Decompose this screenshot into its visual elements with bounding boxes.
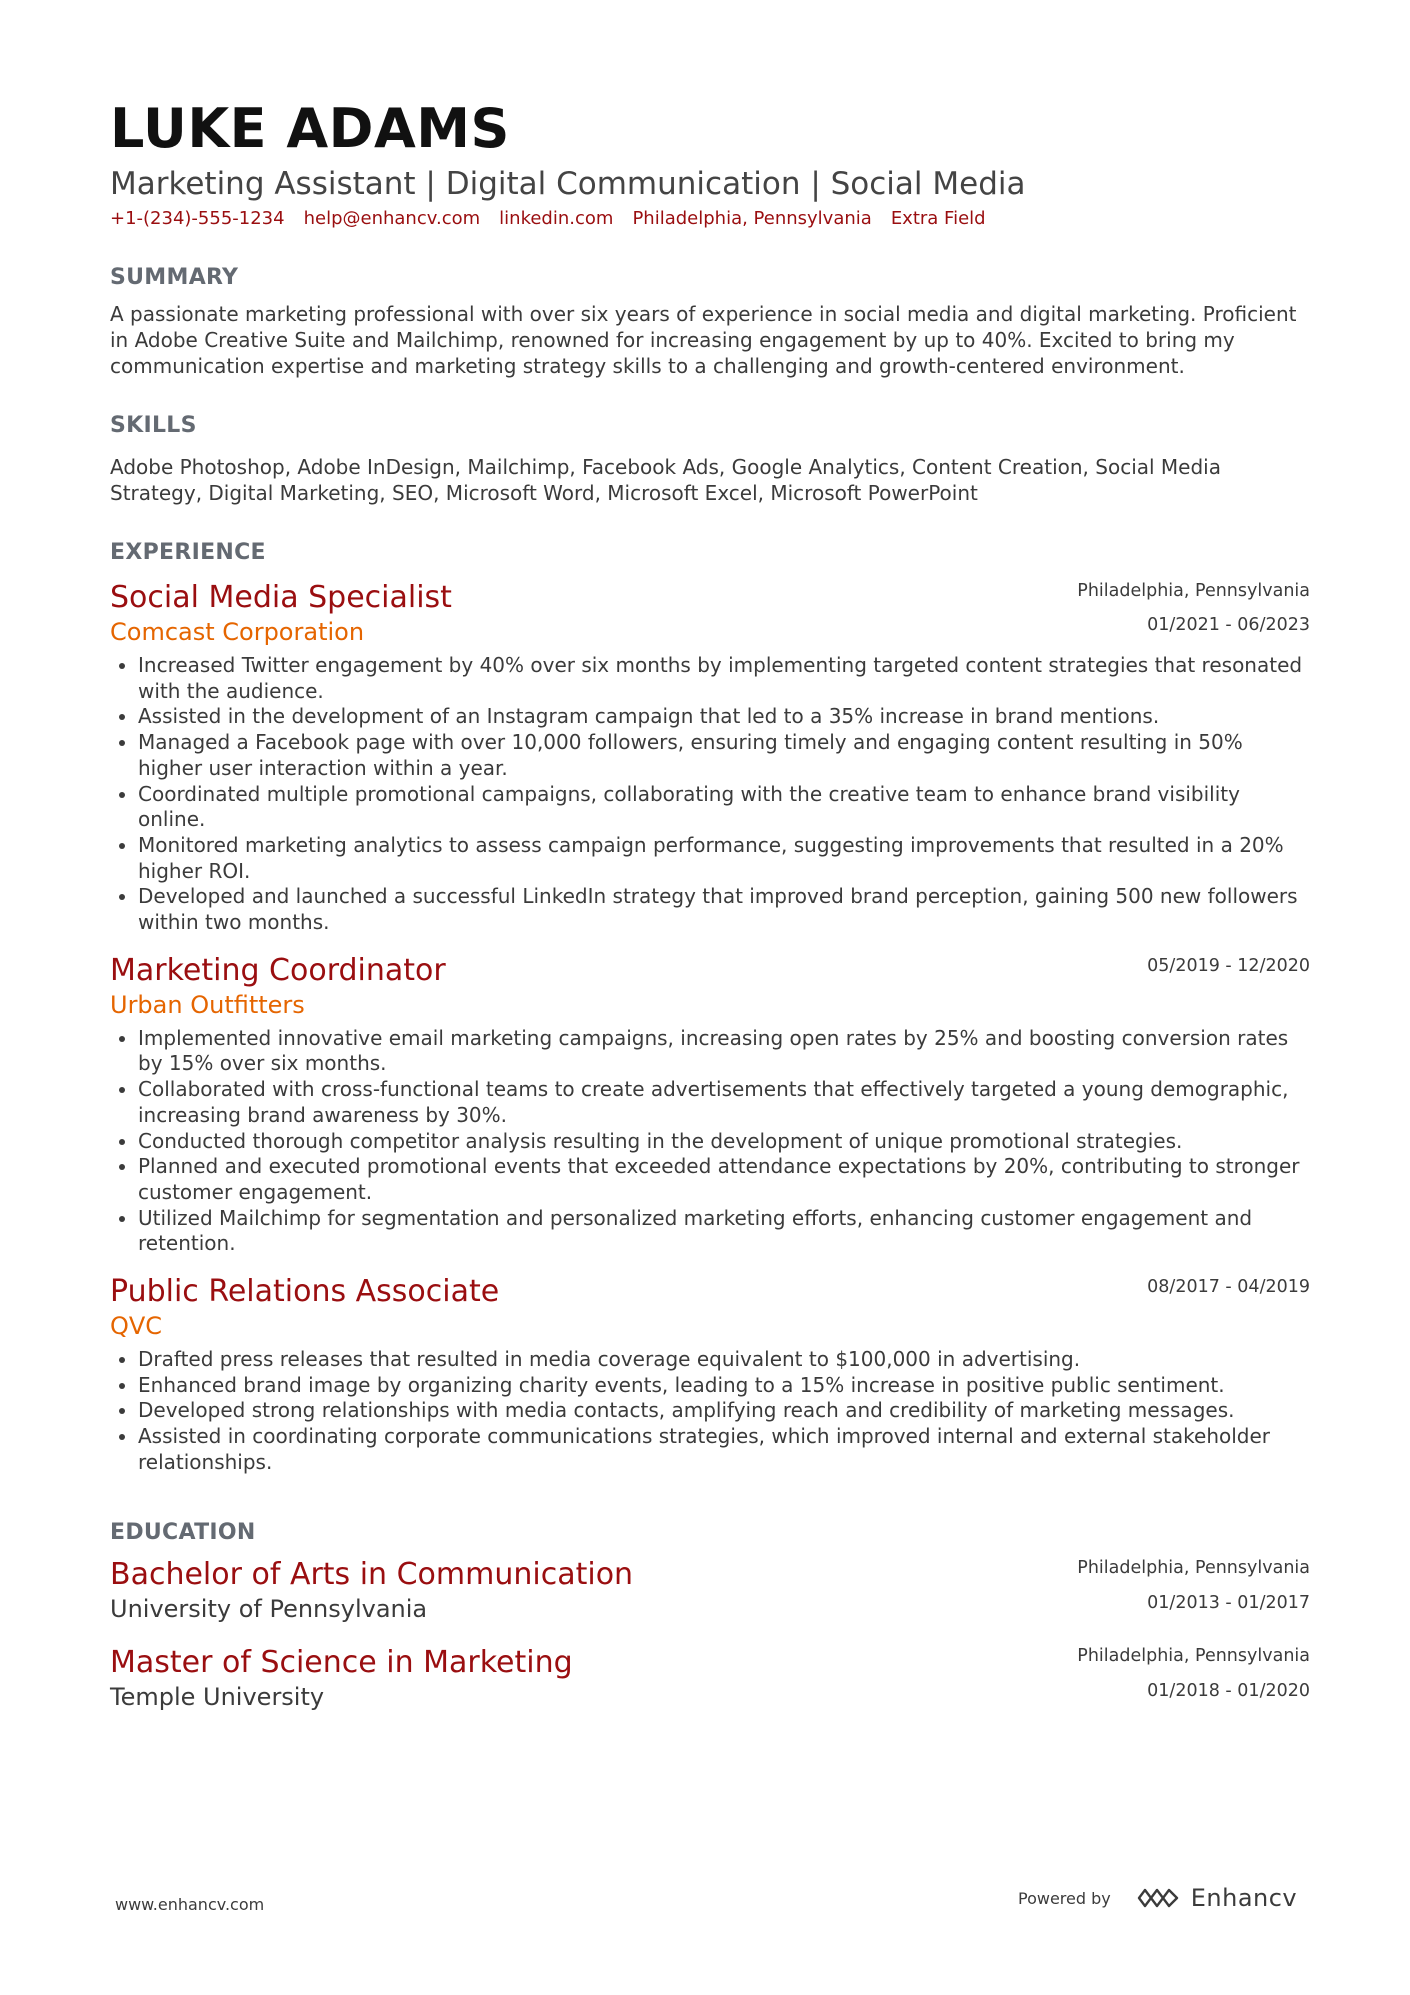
- education-entry: [110, 1644, 1310, 1712]
- skills-section: [110, 411, 1310, 506]
- experience-dates: 08/2017 - 04/2019: [1147, 1277, 1310, 1298]
- skills-text: Adobe Photoshop, Adobe InDesign, Mailchimp, Facebook Ads, Google Analytics, Content Creation, Social Media Strategy, Digital Marketing, SEO, Microsoft Word, Microsoft Excel, Microsoft PowerPoint: [110, 455, 1221, 505]
- experience-bullets: [110, 653, 1310, 936]
- footer-website[interactable]: www.enhancv.com: [115, 1895, 265, 1914]
- education-dates: 01/2018 - 01/2020: [1147, 1680, 1310, 1701]
- education-school: Temple University: [110, 1682, 325, 1711]
- contact-extra-field: Extra Field: [890, 208, 986, 229]
- education-location: Philadelphia, Pennsylvania: [1077, 1645, 1310, 1666]
- footer-branding: [1018, 1884, 1297, 1912]
- contact-phone[interactable]: +1-(234)-555-1234: [110, 208, 285, 229]
- education-section: [110, 1518, 1310, 1712]
- experience-location: Philadelphia, Pennsylvania: [1077, 581, 1310, 601]
- powered-by-label: Powered by: [1018, 1888, 1111, 1908]
- list-item: • Coordinated multiple promotional campaigns, collaborating with the creative team to enhance brand visibility online.: [138, 782, 1310, 833]
- contact-row: [110, 206, 1310, 232]
- experience-dates: 01/2021 - 06/2023: [1147, 615, 1310, 635]
- experience-bullets: [110, 1347, 1310, 1476]
- list-item: • Implemented innovative email marketing campaigns, increasing open rates by 25% and boosting conversion rates by 15% over six months.: [138, 1026, 1310, 1077]
- list-item: • Conducted thorough competitor analysis resulting in the development of unique promotional strategies.: [138, 1129, 1310, 1155]
- list-item: • Planned and executed promotional events that exceeded attendance expectations by 20%, contributing to stronger customer engagement.: [138, 1154, 1310, 1205]
- experience-section: [110, 538, 1310, 1476]
- contact-location: Philadelphia, Pennsylvania: [632, 208, 872, 229]
- list-item: • Developed and launched a successful LinkedIn strategy that improved brand perception, gaining 500 new followers within two months.: [138, 884, 1310, 935]
- experience-role: Public Relations Associate: [110, 1274, 500, 1310]
- experience-entry: [110, 1273, 1310, 1476]
- list-item: • Collaborated with cross-functional teams to create advertisements that effectively targeted a young demographic, increasing brand awareness by 30%.: [138, 1077, 1310, 1128]
- list-item: • Assisted in coordinating corporate communications strategies, which improved internal and external stakeholder relationships.: [138, 1424, 1310, 1475]
- education-school: University of Pennsylvania: [110, 1594, 428, 1623]
- experience-company: Comcast Corporation: [110, 618, 365, 646]
- section-title-skills: SKILLS: [110, 413, 197, 438]
- contact-linkedin[interactable]: linkedin.com: [499, 208, 614, 229]
- experience-company: QVC: [110, 1312, 163, 1341]
- list-item: • Utilized Mailchimp for segmentation and personalized marketing efforts, enhancing customer engagement and retention.: [138, 1206, 1310, 1257]
- section-title-education: EDUCATION: [110, 1519, 256, 1545]
- candidate-headline: Marketing Assistant | Digital Communication | Social Media: [110, 166, 1026, 202]
- list-item: • Monitored marketing analytics to assess campaign performance, suggesting improvements that resulted in a 20% higher ROI.: [138, 833, 1310, 884]
- list-item: • Managed a Facebook page with over 10,000 followers, ensuring timely and engaging content resulting in 50% higher user interaction within a year.: [138, 730, 1310, 781]
- list-item: • Increased Twitter engagement by 40% over six months by implementing targeted content strategies that resonated with the audience.: [138, 653, 1310, 704]
- summary-section: [110, 263, 1310, 379]
- list-item: • Developed strong relationships with media contacts, amplifying reach and credibility of marketing messages.: [138, 1398, 1310, 1424]
- experience-dates: 05/2019 - 12/2020: [1147, 955, 1310, 976]
- enhancv-brand-text: Enhancv: [1190, 1884, 1298, 1912]
- section-title-summary: SUMMARY: [110, 265, 239, 290]
- enhancv-logo[interactable]: [1135, 1884, 1297, 1912]
- experience-role: Social Media Specialist: [110, 580, 452, 615]
- education-dates: 01/2013 - 01/2017: [1147, 1592, 1310, 1613]
- resume-page: [110, 95, 1310, 1712]
- candidate-name: LUKE ADAMS: [110, 97, 510, 160]
- education-entry: [110, 1556, 1310, 1624]
- experience-company: Urban Outfitters: [110, 990, 305, 1019]
- experience-bullets: [110, 1026, 1310, 1257]
- list-item: • Drafted press releases that resulted in media coverage equivalent to $100,000 in advertising.: [138, 1347, 1310, 1373]
- list-item: • Enhanced brand image by organizing charity events, leading to a 15% increase in positive public sentiment.: [138, 1373, 1310, 1399]
- experience-entry: [110, 579, 1310, 936]
- education-location: Philadelphia, Pennsylvania: [1077, 1557, 1310, 1578]
- contact-email[interactable]: help@enhancv.com: [303, 208, 481, 229]
- section-title-experience: EXPERIENCE: [110, 540, 266, 565]
- education-degree: Bachelor of Arts in Communication: [110, 1556, 634, 1592]
- list-item: • Assisted in the development of an Instagram campaign that led to a 35% increase in brand mentions.: [138, 704, 1310, 730]
- education-degree: Master of Science in Marketing: [110, 1644, 573, 1680]
- experience-entry: [110, 952, 1310, 1257]
- summary-text: A passionate marketing professional with over six years of experience in social media and digital marketing. Proficient in Adobe Creative Suite and Mailchimp, renowned for increasing engagement by up to 40%. Excited to bring my communication expertise and marketing strategy skills to a challenging and growth-centered environment.: [110, 302, 1297, 378]
- experience-role: Marketing Coordinator: [110, 952, 446, 988]
- enhancv-logo-icon: [1135, 1886, 1181, 1910]
